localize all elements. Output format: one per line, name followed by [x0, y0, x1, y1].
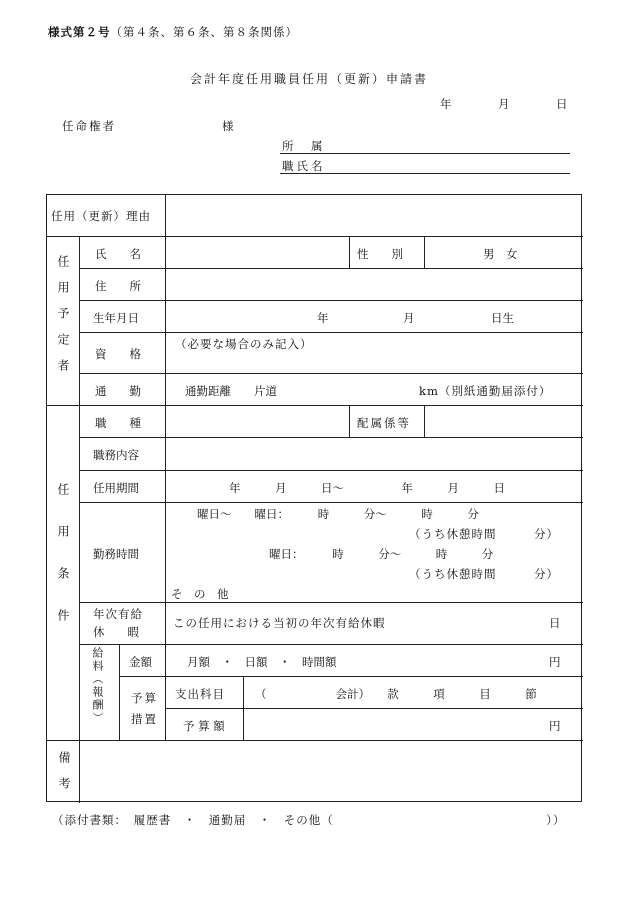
col-divider [119, 644, 120, 740]
row-divider [79, 300, 583, 301]
expense-text: （ 会計） 款 項 目 節 [255, 687, 537, 701]
affiliation-underline[interactable] [280, 153, 570, 154]
budget-amount-unit: 円 [549, 719, 561, 733]
commute-unit: km（別紙通勤届添付） [419, 384, 552, 398]
col-divider [165, 195, 166, 740]
birth-year: 年 [317, 311, 329, 325]
expense-label: 支出科目 [175, 687, 225, 701]
leave-label-1: 年次有給 [93, 607, 143, 621]
leave-label-2: 休 暇 [93, 625, 139, 639]
form-number [48, 24, 298, 40]
duties-label: 職務内容 [93, 448, 139, 462]
conditions-group-label: 任用条件 [56, 483, 70, 651]
leave-unit: 日 [549, 616, 561, 630]
leave-text: この任用における当初の年次有給休暇 [173, 616, 386, 630]
col-divider [79, 236, 80, 803]
col-divider [349, 405, 350, 437]
col-divider [243, 676, 244, 740]
period-text: 年 月 日～ 年 月 日 [229, 481, 505, 495]
row-divider [47, 740, 583, 741]
hours-break-1: （うち休憩時間 分） [409, 527, 559, 541]
row-divider [79, 437, 583, 438]
col-divider [349, 236, 350, 268]
name-label: 氏 名 [95, 247, 141, 261]
candidate-name-field[interactable] [169, 239, 345, 265]
row-divider [119, 676, 583, 677]
remarks-field[interactable] [83, 744, 579, 799]
signer-name-label: 職氏名 [282, 159, 326, 173]
address-label: 住 所 [95, 279, 141, 293]
budget-label-2: 措置 [131, 712, 158, 726]
row-divider [79, 470, 583, 471]
hours-break-2: （うち休憩時間 分） [409, 567, 559, 581]
honorific: 様 [222, 119, 236, 133]
job-type-field[interactable] [169, 408, 345, 434]
application-form [46, 194, 582, 802]
amount-unit: 円 [549, 655, 561, 669]
assignment-field[interactable] [428, 408, 578, 434]
commute-distance: 通勤距離 片道 [185, 384, 277, 398]
col-divider [424, 236, 425, 268]
qualification-label: 資 格 [95, 347, 141, 361]
affiliation-label: 所 属 [282, 139, 326, 153]
hours-line-2: 曜日： 時 分～ 時 分 [269, 547, 494, 561]
row-divider [47, 405, 583, 406]
reason-field[interactable] [169, 199, 579, 233]
row-divider [79, 602, 583, 603]
gender-options[interactable]: 男 女 [483, 247, 518, 261]
amount-text: 月額 ・ 日額 ・ 時間額 [187, 655, 337, 669]
budget-label-1: 予算 [131, 691, 158, 705]
assignment-label: 配属係等 [357, 416, 411, 430]
hours-other: そ の 他 [171, 587, 229, 601]
salary-label: 給料（報酬） [91, 647, 104, 725]
hours-label: 勤務時間 [93, 547, 139, 561]
row-divider [79, 644, 583, 645]
amount-label: 金額 [129, 655, 152, 669]
job-type-label: 職 種 [95, 416, 141, 430]
date-year: 年 [440, 97, 452, 111]
date-month: 月 [498, 97, 510, 111]
appointer-label: 任命権者 [62, 119, 116, 133]
address-field[interactable] [169, 271, 579, 297]
duties-field[interactable] [169, 440, 579, 466]
commute-label: 通 勤 [95, 384, 141, 398]
birth-month: 月 [403, 311, 415, 325]
form-relation: （第４条、第６条、第８条関係） [110, 25, 298, 39]
signer-name-underline[interactable] [280, 173, 570, 174]
row-divider [79, 268, 583, 269]
page-title: 会計年度任用職員任用（更新）申請書 [190, 72, 429, 86]
budget-amount-label: 予 算 額 [183, 719, 225, 733]
candidate-group-label: 任用予定者 [56, 255, 70, 385]
date-day: 日 [556, 97, 568, 111]
gender-label: 性 別 [357, 247, 403, 261]
birth-day: 日生 [491, 311, 514, 325]
qualification-note: （必要な場合のみ記入） [175, 337, 313, 351]
row-divider [79, 373, 583, 374]
period-label: 任用期間 [93, 481, 139, 495]
hours-line-1: 曜日～ 曜日： 時 分～ 時 分 [197, 507, 479, 521]
row-divider [79, 332, 583, 333]
row-divider [47, 236, 583, 237]
attachments-line: （添付書類： 履歴書 ・ 通勤届 ・ その他（ ）） [52, 813, 566, 827]
row-divider [79, 502, 583, 503]
reason-label: 任用（更新）理由 [51, 209, 151, 223]
row-divider [165, 708, 583, 709]
form-number-label: 様式第２号 [48, 25, 111, 39]
col-divider [424, 405, 425, 437]
remarks-label: 備考 [57, 751, 71, 803]
birth-label: 生年月日 [93, 311, 139, 325]
